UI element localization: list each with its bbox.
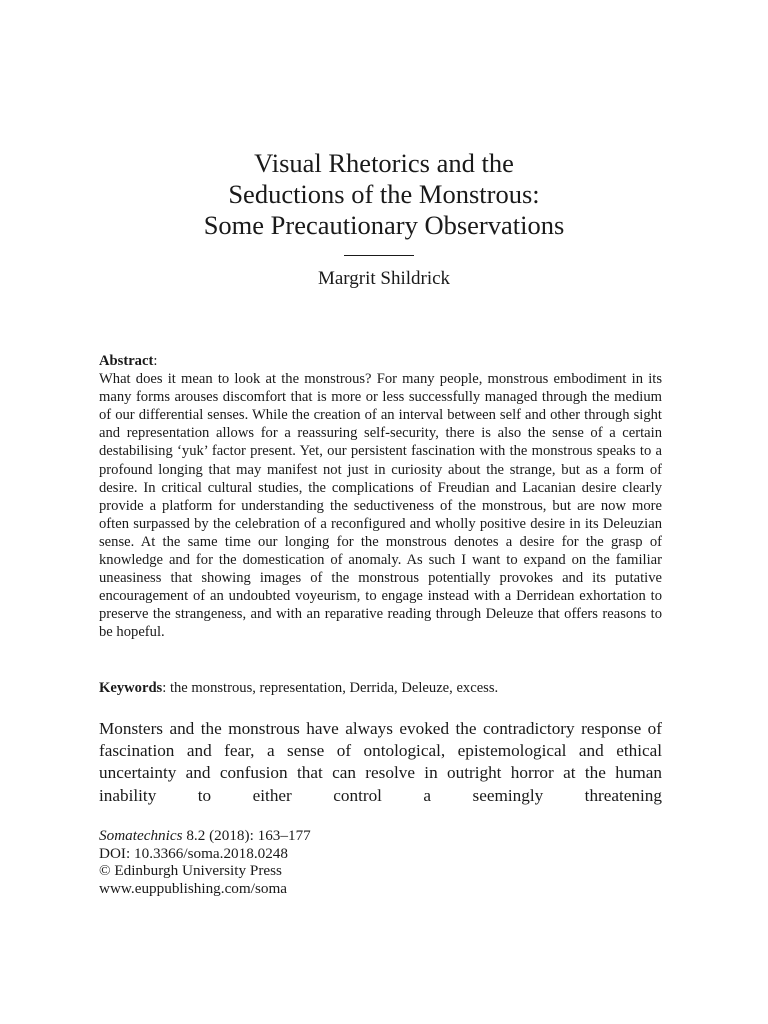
citation-line xyxy=(99,827,499,845)
abstract-label: Abstract xyxy=(99,353,154,369)
abstract-text: What does it mean to look at the monstrous? For many people, monstrous embodiment in its many forms arouses discomfort that is more or less successfully managed through the medium of our differential senses. While the creation of an interval between self and other through sight and representation allows for a reassuring self-security, there is also the sense of a certain destabilising ‘yuk’ factor present. Yet, our persistent fascination with the monstrous speaks to a profound longing that may manifest not just in curiosity about the strange, but as a form of desire. In critical cultural studies, the complications of Freudian and Lacanian desire clearly provide a platform for understanding the seductiveness of the monstrous, but are now more often surpassed by the celebration of a reconfigured and wholly positive desire in its Deleuzian sense. At the same time our longing for the monstrous denotes a desire for the grasp of knowledge and for the domestication of anomaly. As such I want to expand on the familiar uneasiness that showing images of the monstrous potentially provokes and its putative encouragement of an undoubted voyeurism, to engage instead with a Derridean exhortation to preserve the strangeness, and with an reparative reading through Deleuze that offers reasons to be hopeful. xyxy=(99,371,662,641)
title-line-1: Visual Rhetorics and the xyxy=(254,148,514,178)
journal-name: Somatechnics xyxy=(99,827,183,844)
journal-url[interactable]: www.euppublishing.com/soma xyxy=(99,879,287,897)
article-title xyxy=(0,148,768,241)
body-paragraph: Monsters and the monstrous have always evoked the contradictory response of fascination and fear, a sense of ontological, epistemological and ethical uncertainty and confusion that can resolve in outright horror at the human inability to either control a seemingly threatening xyxy=(99,719,662,805)
author-name: Margrit Shildrick xyxy=(317,268,451,289)
title-line-2: Seductions of the Monstrous: xyxy=(228,179,540,209)
publisher-line: © Edinburgh University Press xyxy=(99,862,282,880)
doi-line: DOI: 10.3366/soma.2018.0248 xyxy=(99,844,288,862)
title-divider xyxy=(344,255,414,256)
title-line-3: Some Precautionary Observations xyxy=(203,210,565,240)
citation-details: 8.2 (2018): 163–177 xyxy=(182,827,311,844)
citation-footer xyxy=(99,827,499,897)
keywords-text: : the monstrous, representation, Derrida, Deleuze, excess. xyxy=(162,680,499,696)
abstract-label-colon: : xyxy=(153,353,158,369)
keywords-section xyxy=(99,679,662,697)
keywords-label: Keywords xyxy=(99,680,163,696)
abstract-section xyxy=(99,352,662,642)
